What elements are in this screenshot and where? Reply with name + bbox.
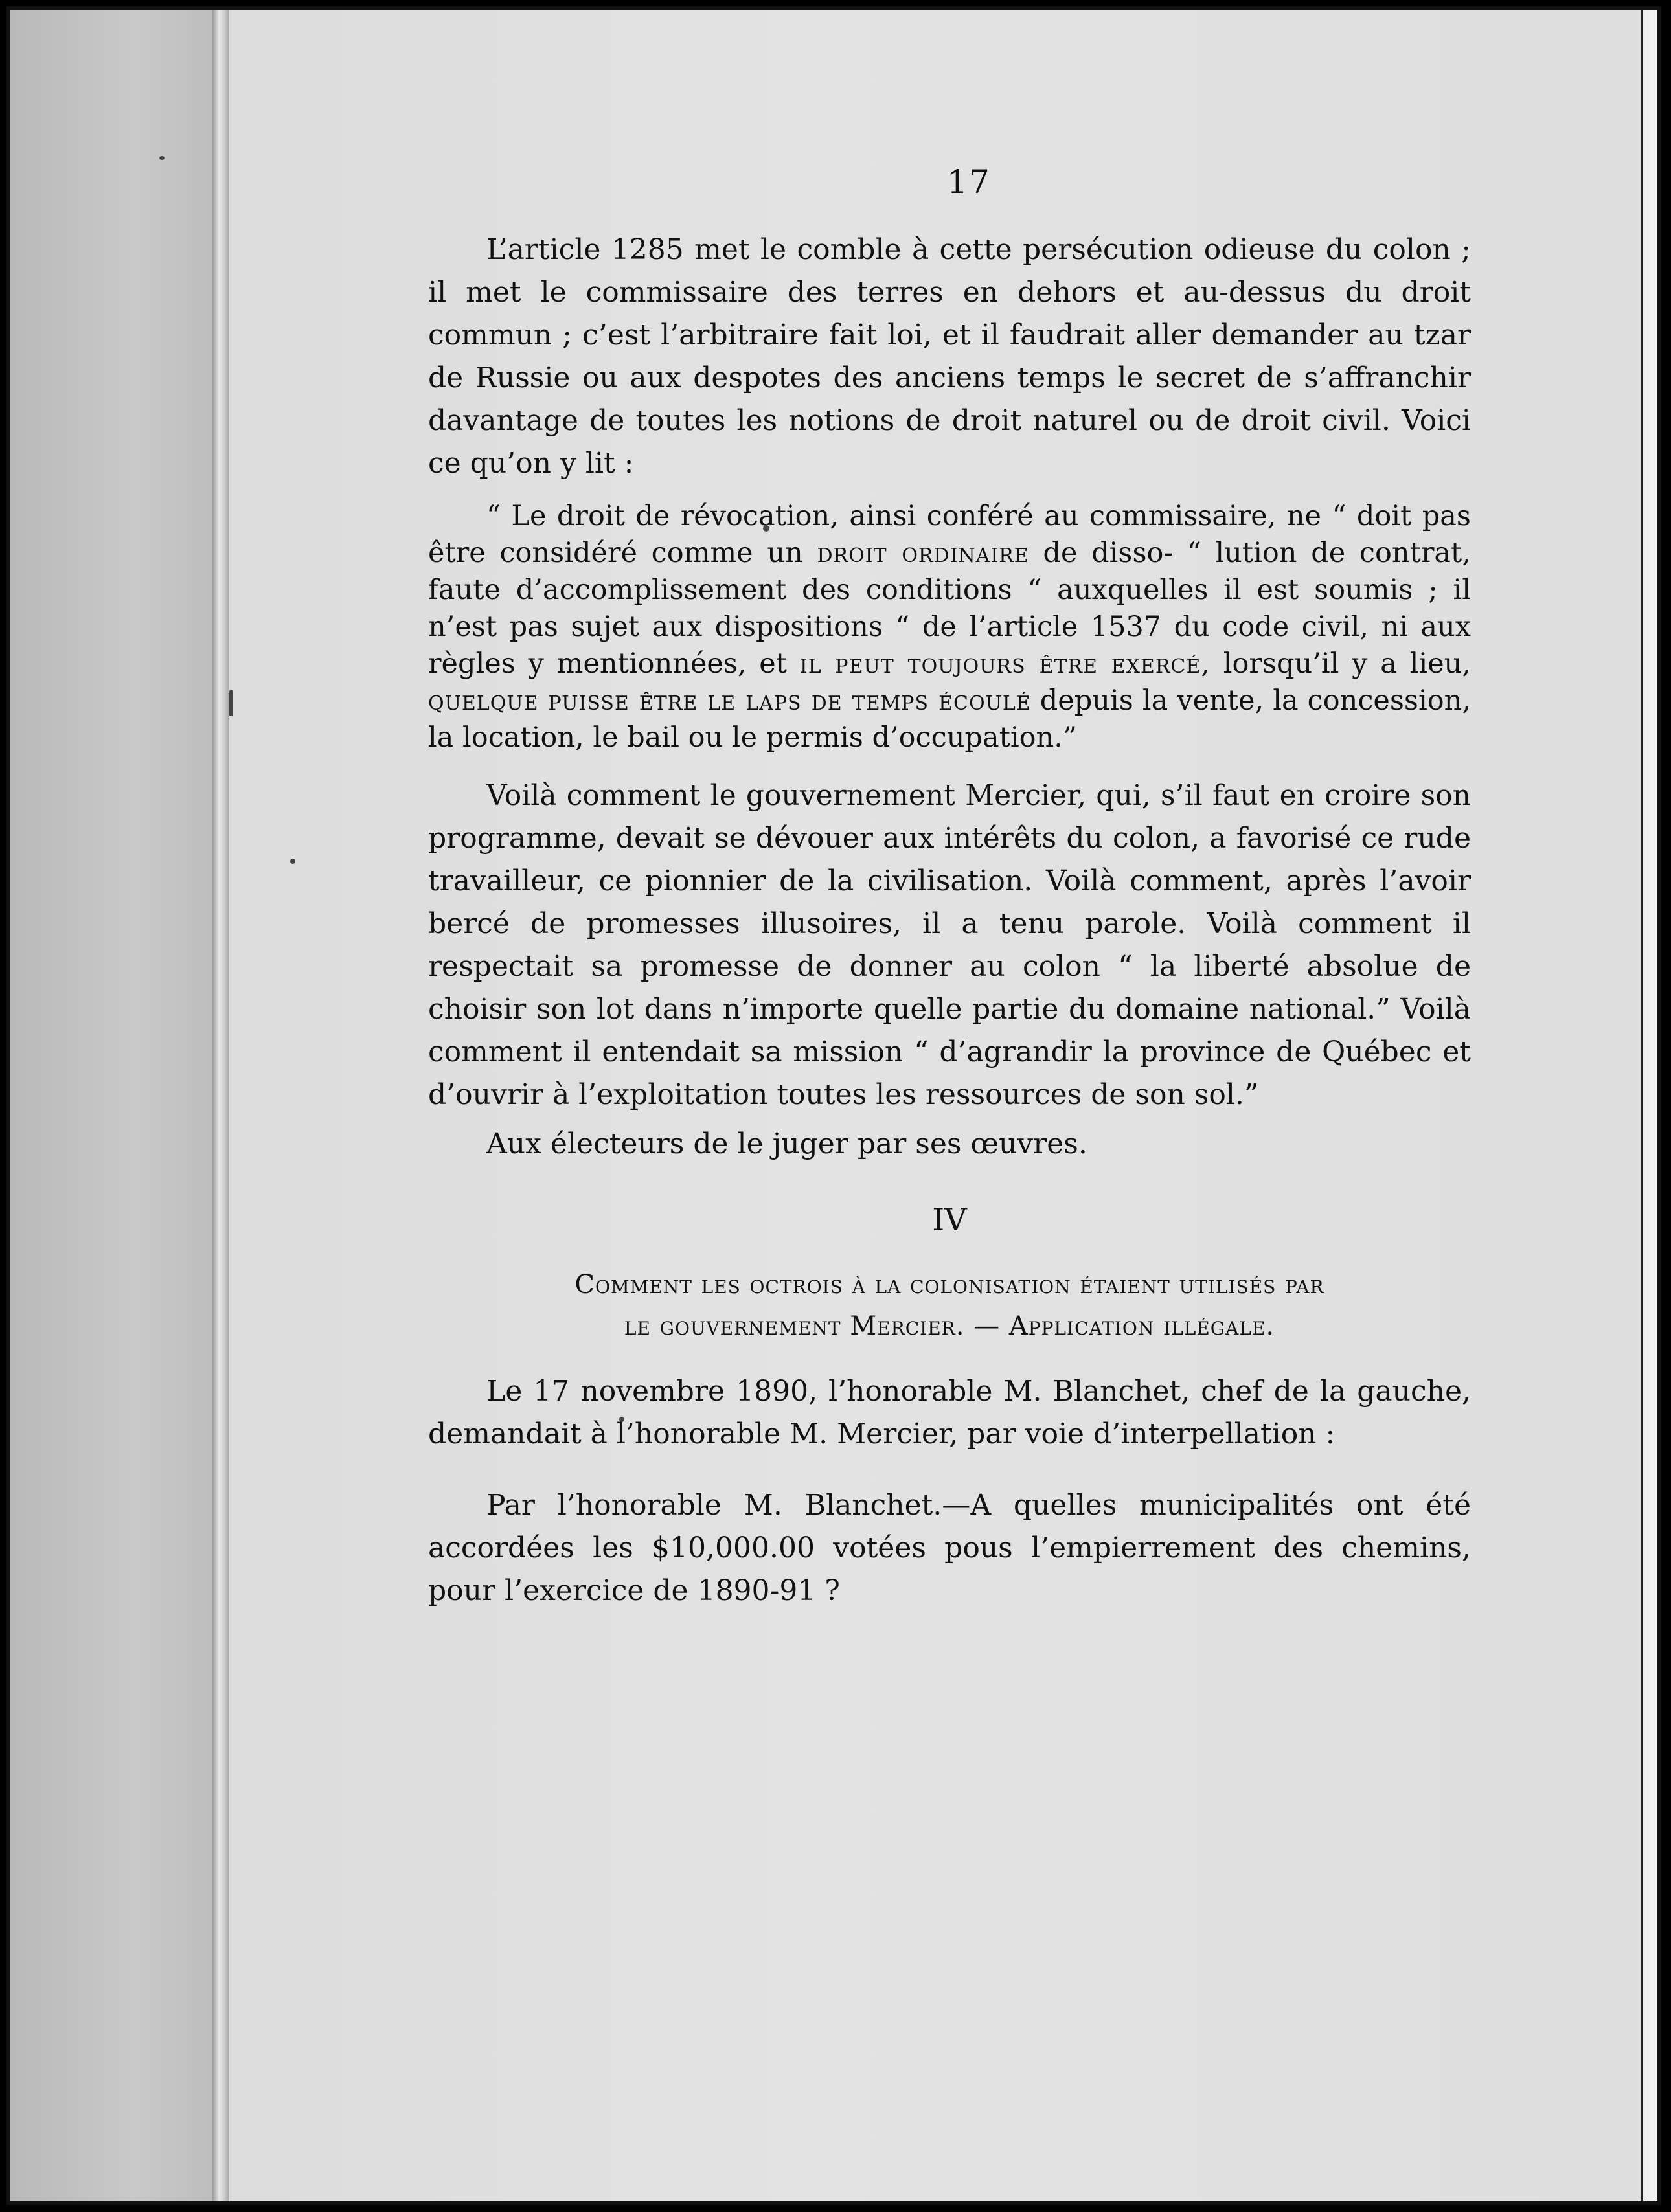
scan-speck <box>229 690 233 716</box>
quote-smallcaps: droit ordinaire <box>817 537 1029 569</box>
scan-speck <box>159 156 165 160</box>
book-spine <box>212 10 229 2201</box>
scan-speck <box>290 859 295 864</box>
page-number: 17 <box>947 163 991 201</box>
quote-text: de disso- “ lution de contrat, faute d’accomplissement des conditions “ auxquelles il est soumis ; il n’est pas sujet aux dispositions “ de l’article 1537 du code civil, ni aux règles y mentionnées, et <box>428 537 1472 680</box>
quote-smallcaps: quelque puisse être le laps de temps écoulé <box>428 684 1031 717</box>
page-right-edge <box>1641 10 1657 2201</box>
section-title-line: le gouvernement Mercier. — Application illégale. <box>624 1311 1275 1341</box>
facing-page-edge <box>10 10 220 2201</box>
paragraph-question: Par l’honorable M. Blanchet.—A quelles municipalités ont été accordées les $10,000.00 votées pous l’empierrement des chemins, pour l’exercice de 1890-91 ? <box>428 1489 1471 1607</box>
quote-text: depuis la vente, la concession, la location, le bail ou le permis d’occupation.” <box>428 684 1471 754</box>
quote-text: lorsqu’il y a lieu, <box>1223 648 1471 680</box>
quote-smallcaps: il peut toujours être exercé, <box>799 648 1211 680</box>
quote-text: “ Le droit de révocation, ainsi conféré au commissaire, ne “ doit pas être considéré comme un <box>428 500 1471 569</box>
section-title-line: Comment les octrois à la colonisation étaient utilisés par <box>574 1270 1324 1300</box>
page-frame <box>6 6 1661 2205</box>
section-number: IV <box>932 1202 967 1238</box>
paragraph-article-1285: L’article 1285 met le comble à cette persécution odieuse du colon ; il met le commissaire des terres en dehors et au-dessus du droit commun ; c’est l’arbitraire fait loi, et il faudrait aller demander au tzar de Russie ou aux despotes des anciens temps le secret de s’affranchir davantage de toutes les notions de droit naturel ou de droit civil. Voici ce qu’on y lit : <box>428 233 1471 480</box>
section-title <box>428 1264 1471 1347</box>
paragraph-electeurs: Aux électeurs de le juger par ses œuvres. <box>486 1127 1087 1160</box>
paragraph-interpellation: Le 17 novembre 1890, l’honorable M. Blanchet, chef de la gauche, demandait à l’honorable M. Mercier, par voie d’interpellation : <box>428 1375 1471 1450</box>
quoted-article <box>428 498 1471 756</box>
page-text <box>428 163 1471 1612</box>
paragraph-gouvernement-mercier: Voilà comment le gouvernement Mercier, qui, s’il faut en croire son programme, devait se dévouer aux intérêts du colon, a favorisé ce rude travailleur, ce pionnier de la civilisation. Voilà comment, après l’avoir bercé de promesses illusoires, il a tenu parole. Voilà comment il respectait sa promesse de donner au colon “ la liberté absolue de choisir son lot dans n’importe quelle partie du domaine national.” Voilà comment il entendait sa mission “ d’agrandir la province de Québec et d’ouvrir à l’exploitation toutes les ressources de son sol.” <box>428 779 1471 1111</box>
